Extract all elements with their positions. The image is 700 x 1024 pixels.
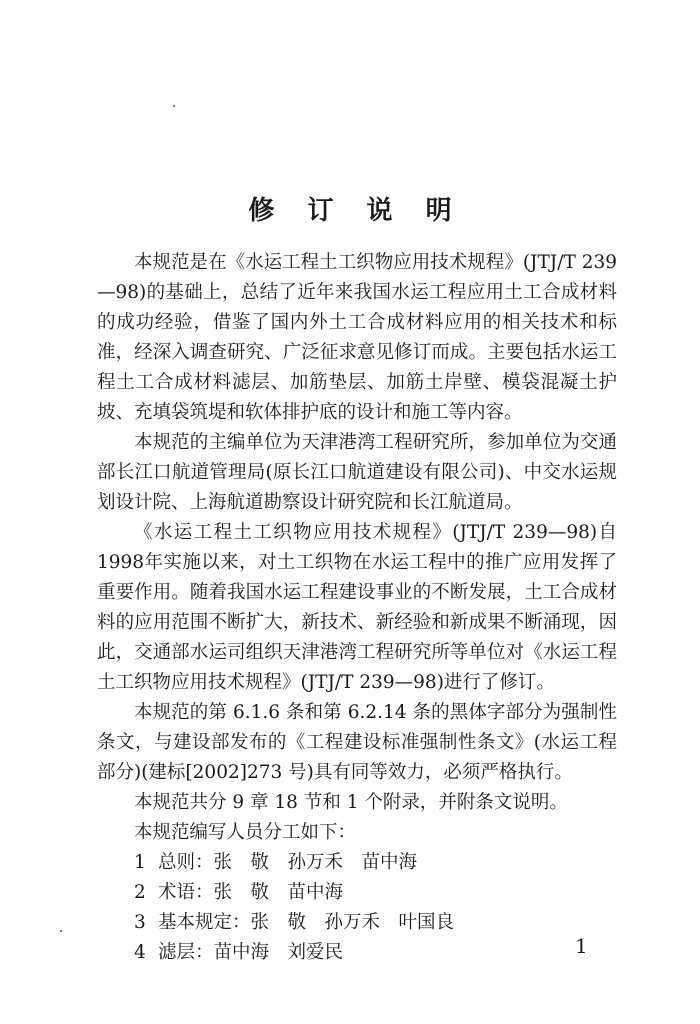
- division-list: [97, 848, 617, 968]
- paragraph-revision-basis: 本规范是在《水运工程土工织物应用技术规程》(JTJ/T 239—98)的基础上，总结了近年来我国水运工程应用土工合成材料的成功经验，借鉴了国内外土工合成材料应用的相关技术和标准，经深入调查研究、广泛征求意见修订而成。主要包括水运工程土工合成材料滤层、加筋垫层、加筋土岸壁、模袋混凝土护坡、充填袋筑堤和软体排护底的设计和施工等内容。: [97, 252, 617, 423]
- list-item-text: 滤层：苗中海 刘爱民: [158, 942, 344, 963]
- scan-speck: [173, 105, 175, 107]
- list-item: [97, 878, 617, 908]
- list-item-text: 基本规定：张 敬 孙万禾 叶国良: [158, 912, 455, 933]
- paragraph-mandatory-clauses: 本规范的第 6.1.6 条和第 6.2.14 条的黑体字部分为强制性条文，与建设部发布的《工程建设标准强制性条文》(水运工程部分)(建标[2002]273 号)具有同等效力，必须严格执行。: [97, 702, 617, 783]
- division-intro: 本规范编写人员分工如下：: [134, 822, 357, 843]
- list-item: [97, 908, 617, 938]
- list-item-number: 3: [134, 912, 146, 933]
- body-text: [97, 248, 617, 968]
- list-item: [97, 848, 617, 878]
- page-title: 修 订 说 明: [248, 196, 464, 226]
- list-item-number: 1: [134, 852, 146, 873]
- scan-speck: [60, 930, 62, 932]
- page-number: 1: [575, 934, 588, 958]
- summary-line: 本规范共分 9 章 18 节和 1 个附录，并附条文说明。: [134, 792, 568, 813]
- paragraph-editing-units: 本规范的主编单位为天津港湾工程研究所，参加单位为交通部长江口航道管理局(原长江口航道建设有限公司)、中交水运规划设计院、上海航道勘察设计研究院和长江航道局。: [97, 432, 617, 513]
- list-item: [97, 938, 617, 968]
- list-item-number: 2: [134, 882, 146, 903]
- paragraph-revision-background: 《水运工程土工织物应用技术规程》(JTJ/T 239—98)自 1998年实施以来，对土工织物在水运工程中的推广应用发挥了重要作用。随着我国水运工程建设事业的不断发展，土工合成材料的应用范围不断扩大，新技术、新经验和新成果不断涌现，因此，交通部水运司组织天津港湾工程研究所等单位对《水运工程土工织物应用技术规程》(JTJ/T 239—98)进行了修订。: [97, 522, 617, 693]
- list-item-text: 总则：张 敬 孙万禾 苗中海: [158, 852, 418, 873]
- list-item-number: 4: [134, 942, 146, 963]
- list-item-text: 术语：张 敬 苗中海: [158, 882, 344, 903]
